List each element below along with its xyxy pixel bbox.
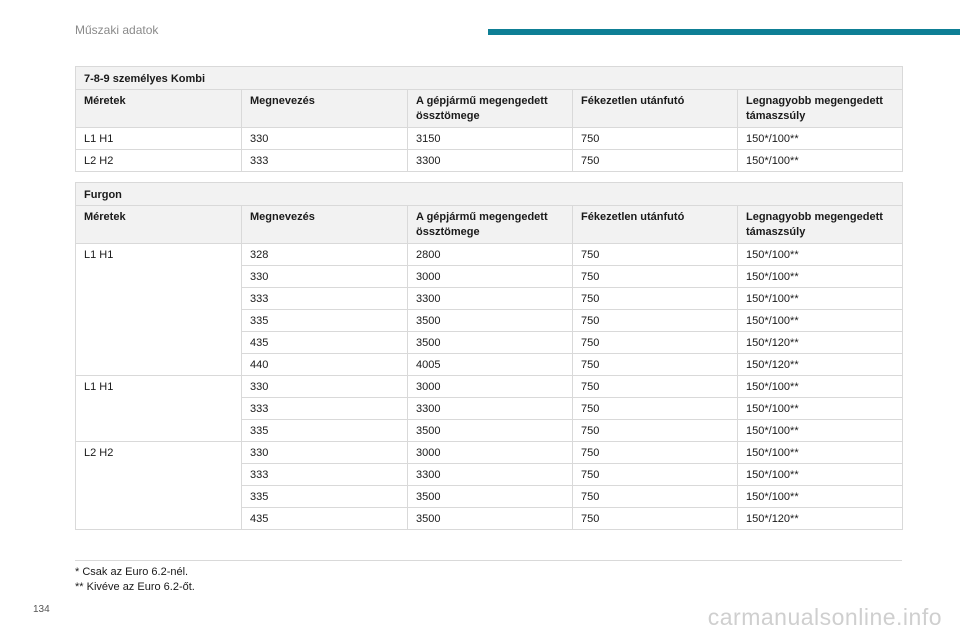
- table-cell: 150*/120**: [738, 354, 903, 376]
- table-cell: 3500: [408, 310, 573, 332]
- table-row: [76, 244, 903, 266]
- table-title: 7-8-9 személyes Kombi: [76, 67, 903, 90]
- table-cell: 750: [573, 398, 738, 420]
- table-cell: 750: [573, 464, 738, 486]
- size-cell: L1 H1: [76, 244, 242, 376]
- table-cell: 440: [242, 354, 408, 376]
- footnote: ** Kivéve az Euro 6.2-őt.: [75, 581, 195, 593]
- furgon-table: [75, 182, 903, 530]
- footnote-divider: [75, 560, 902, 561]
- table-cell: 330: [242, 128, 408, 150]
- table-cell: 3500: [408, 508, 573, 530]
- column-header: Fékezetlen utánfutó: [573, 90, 738, 128]
- table-cell: 150*/100**: [738, 128, 903, 150]
- table-cell: 750: [573, 376, 738, 398]
- column-header: Méretek: [76, 90, 242, 128]
- table-row: [76, 128, 903, 150]
- table-cell: 3000: [408, 442, 573, 464]
- table-cell: 150*/100**: [738, 442, 903, 464]
- table-row: [76, 150, 903, 172]
- table-cell: 3300: [408, 398, 573, 420]
- size-cell: L2 H2: [76, 442, 242, 530]
- kombi-table: [75, 66, 903, 172]
- table-cell: 330: [242, 266, 408, 288]
- table-cell: 750: [573, 354, 738, 376]
- table-cell: 335: [242, 420, 408, 442]
- footnote: * Csak az Euro 6.2-nél.: [75, 566, 189, 578]
- table-cell: 435: [242, 508, 408, 530]
- table-row: [76, 376, 903, 398]
- table-cell: 150*/100**: [738, 266, 903, 288]
- table-cell: 3150: [408, 128, 573, 150]
- table-cell: 150*/120**: [738, 332, 903, 354]
- table-cell: 150*/100**: [738, 486, 903, 508]
- watermark-text: carmanualsonline.info: [707, 604, 942, 630]
- table-cell: 150*/100**: [738, 398, 903, 420]
- table-cell: 3500: [408, 332, 573, 354]
- table-row: [76, 442, 903, 464]
- table-cell: 3000: [408, 266, 573, 288]
- table-cell: 330: [242, 442, 408, 464]
- table-cell: 750: [573, 288, 738, 310]
- column-header: A gépjármű megengedett össztömege: [408, 90, 573, 128]
- page-section-title: Műszaki adatok: [75, 23, 159, 37]
- table-cell: 333: [242, 464, 408, 486]
- table-cell: 750: [573, 244, 738, 266]
- table-cell: 330: [242, 376, 408, 398]
- table-cell: L1 H1: [76, 128, 242, 150]
- table-cell: 3300: [408, 150, 573, 172]
- table-cell: 3500: [408, 486, 573, 508]
- table-cell: 750: [573, 266, 738, 288]
- table-cell: 750: [573, 310, 738, 332]
- table-cell: 750: [573, 508, 738, 530]
- table-cell: 750: [573, 420, 738, 442]
- column-header: Fékezetlen utánfutó: [573, 206, 738, 244]
- table-cell: 3000: [408, 376, 573, 398]
- column-header: A gépjármű megengedett össztömege: [408, 206, 573, 244]
- table-cell: 435: [242, 332, 408, 354]
- table-cell: 333: [242, 150, 408, 172]
- table-cell: 2800: [408, 244, 573, 266]
- column-header: Legnagyobb megengedett támaszsúly: [738, 90, 903, 128]
- table-cell: 3500: [408, 420, 573, 442]
- table-cell: 3300: [408, 288, 573, 310]
- table-cell: 150*/100**: [738, 376, 903, 398]
- size-cell: L1 H1: [76, 376, 242, 442]
- table-cell: 150*/120**: [738, 508, 903, 530]
- table-cell: 150*/100**: [738, 150, 903, 172]
- table-cell: 333: [242, 398, 408, 420]
- table-title: Furgon: [76, 183, 903, 206]
- table-cell: 150*/100**: [738, 244, 903, 266]
- table-cell: L2 H2: [76, 150, 242, 172]
- table-cell: 328: [242, 244, 408, 266]
- table-cell: 150*/100**: [738, 310, 903, 332]
- column-header: Megnevezés: [242, 206, 408, 244]
- page-number: 134: [33, 604, 50, 615]
- table-cell: 150*/100**: [738, 288, 903, 310]
- table-cell: 150*/100**: [738, 420, 903, 442]
- table-cell: 150*/100**: [738, 464, 903, 486]
- table-cell: 750: [573, 486, 738, 508]
- column-header: Legnagyobb megengedett támaszsúly: [738, 206, 903, 244]
- column-header: Méretek: [76, 206, 242, 244]
- table-cell: 335: [242, 486, 408, 508]
- table-cell: 333: [242, 288, 408, 310]
- header-accent-bar: [488, 29, 960, 35]
- column-header: Megnevezés: [242, 90, 408, 128]
- table-cell: 750: [573, 332, 738, 354]
- table-cell: 3300: [408, 464, 573, 486]
- table-cell: 4005: [408, 354, 573, 376]
- table-cell: 750: [573, 128, 738, 150]
- table-cell: 750: [573, 442, 738, 464]
- table-cell: 335: [242, 310, 408, 332]
- table-cell: 750: [573, 150, 738, 172]
